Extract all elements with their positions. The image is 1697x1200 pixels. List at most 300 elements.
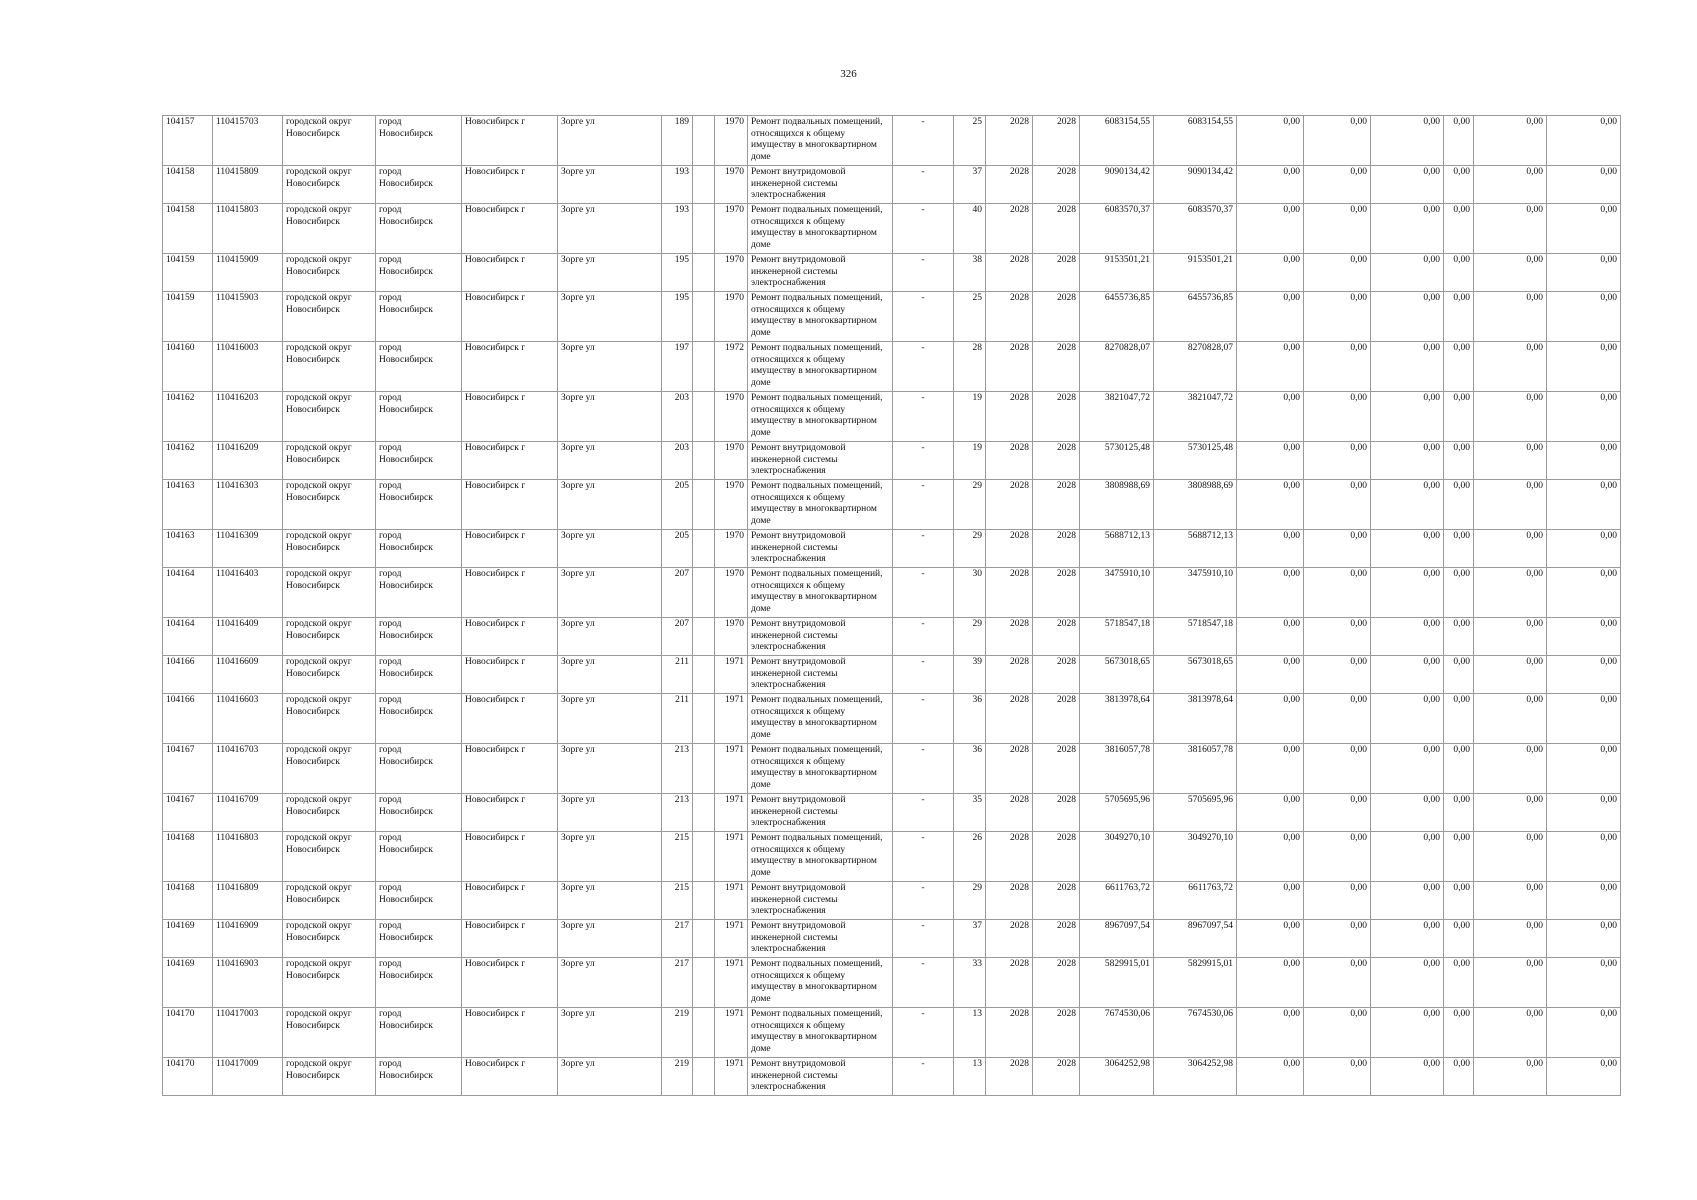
row-count: 29: [954, 530, 986, 568]
row-value-b: 0,00: [1304, 920, 1371, 958]
row-value-e: 0,00: [1474, 166, 1547, 204]
row-settlement: город Новосибирск: [376, 618, 462, 656]
row-city: Новосибирск г: [462, 882, 558, 920]
row-value-d: 0,00: [1444, 694, 1474, 744]
row-value-c: 0,00: [1371, 442, 1444, 480]
row-street: Зорге ул: [558, 656, 662, 694]
row-value-d: 0,00: [1444, 744, 1474, 794]
row-settlement: город Новосибирск: [376, 832, 462, 882]
row-code: 110417009: [213, 1058, 283, 1096]
row-value-a: 0,00: [1237, 794, 1304, 832]
row-year-start: 2028: [986, 530, 1033, 568]
row-build-year: 1971: [715, 1058, 748, 1096]
row-value-e: 0,00: [1474, 920, 1547, 958]
row-cost-total: 6083570,37: [1080, 204, 1154, 254]
row-value-d: 0,00: [1444, 568, 1474, 618]
table-row: [163, 204, 1621, 254]
row-city: Новосибирск г: [462, 116, 558, 166]
table-row: [163, 1058, 1621, 1096]
row-value-d: 0,00: [1444, 882, 1474, 920]
row-value-f: 0,00: [1547, 618, 1621, 656]
row-cost-total: 5705695,96: [1080, 794, 1154, 832]
row-cost-total: 3821047,72: [1080, 392, 1154, 442]
row-year-start: 2028: [986, 794, 1033, 832]
row-value-f: 0,00: [1547, 166, 1621, 204]
row-value-a: 0,00: [1237, 204, 1304, 254]
row-house-number: 211: [662, 694, 693, 744]
row-value-c: 0,00: [1371, 832, 1444, 882]
row-city: Новосибирск г: [462, 292, 558, 342]
row-value-d: 0,00: [1444, 794, 1474, 832]
row-city: Новосибирск г: [462, 568, 558, 618]
row-build-year: 1970: [715, 392, 748, 442]
row-value-e: 0,00: [1474, 618, 1547, 656]
row-code: 110416303: [213, 480, 283, 530]
row-year-start: 2028: [986, 882, 1033, 920]
row-value-b: 0,00: [1304, 882, 1371, 920]
row-year-end: 2028: [1033, 744, 1080, 794]
row-value-d: 0,00: [1444, 920, 1474, 958]
row-code: 110416703: [213, 744, 283, 794]
row-value-f: 0,00: [1547, 254, 1621, 292]
row-id: 104170: [163, 1008, 213, 1058]
row-count: 39: [954, 656, 986, 694]
row-work-type: Ремонт подвальных помещений, относящихся к общему имуществу в многоквартирном доме: [748, 116, 893, 166]
row-code: 110416709: [213, 794, 283, 832]
table-row: [163, 480, 1621, 530]
row-value-a: 0,00: [1237, 342, 1304, 392]
row-count: 33: [954, 958, 986, 1008]
row-id: 104159: [163, 254, 213, 292]
row-cost-fund: 3821047,72: [1154, 392, 1237, 442]
row-value-d: 0,00: [1444, 166, 1474, 204]
row-settlement: город Новосибирск: [376, 882, 462, 920]
row-work-type: Ремонт внутридомовой инженерной системы электроснабжения: [748, 656, 893, 694]
row-cost-fund: 3813978,64: [1154, 694, 1237, 744]
table-row: [163, 292, 1621, 342]
row-count: 37: [954, 166, 986, 204]
row-empty-cell: [693, 292, 715, 342]
row-build-year: 1970: [715, 166, 748, 204]
row-value-d: 0,00: [1444, 958, 1474, 1008]
row-street: Зорге ул: [558, 832, 662, 882]
row-work-type: Ремонт внутридомовой инженерной системы электроснабжения: [748, 442, 893, 480]
row-house-number: 219: [662, 1008, 693, 1058]
row-city: Новосибирск г: [462, 832, 558, 882]
row-district: городской округ Новосибирск: [283, 618, 376, 656]
row-settlement: город Новосибирск: [376, 958, 462, 1008]
row-value-d: 0,00: [1444, 530, 1474, 568]
row-settlement: город Новосибирск: [376, 480, 462, 530]
row-district: городской округ Новосибирск: [283, 116, 376, 166]
row-year-start: 2028: [986, 292, 1033, 342]
row-work-type: Ремонт внутридомовой инженерной системы электроснабжения: [748, 254, 893, 292]
row-settlement: город Новосибирск: [376, 794, 462, 832]
row-year-end: 2028: [1033, 254, 1080, 292]
row-value-f: 0,00: [1547, 530, 1621, 568]
row-street: Зорге ул: [558, 480, 662, 530]
row-city: Новосибирск г: [462, 744, 558, 794]
row-value-a: 0,00: [1237, 116, 1304, 166]
row-cost-fund: 6455736,85: [1154, 292, 1237, 342]
row-value-e: 0,00: [1474, 958, 1547, 1008]
row-district: городской округ Новосибирск: [283, 568, 376, 618]
row-value-b: 0,00: [1304, 794, 1371, 832]
row-value-d: 0,00: [1444, 480, 1474, 530]
row-empty-cell: [693, 882, 715, 920]
row-count: 26: [954, 832, 986, 882]
row-value-e: 0,00: [1474, 1058, 1547, 1096]
row-city: Новосибирск г: [462, 254, 558, 292]
row-empty-cell: [693, 1008, 715, 1058]
row-year-start: 2028: [986, 920, 1033, 958]
row-year-end: 2028: [1033, 618, 1080, 656]
row-id: 104170: [163, 1058, 213, 1096]
row-id: 104157: [163, 116, 213, 166]
row-dash: -: [893, 832, 954, 882]
row-year-end: 2028: [1033, 342, 1080, 392]
row-value-f: 0,00: [1547, 292, 1621, 342]
table-row: [163, 958, 1621, 1008]
row-value-c: 0,00: [1371, 744, 1444, 794]
row-count: 29: [954, 882, 986, 920]
row-settlement: город Новосибирск: [376, 442, 462, 480]
row-year-end: 2028: [1033, 694, 1080, 744]
row-value-b: 0,00: [1304, 166, 1371, 204]
row-value-b: 0,00: [1304, 204, 1371, 254]
table-row: [163, 530, 1621, 568]
row-value-d: 0,00: [1444, 392, 1474, 442]
row-work-type: Ремонт подвальных помещений, относящихся к общему имуществу в многоквартирном доме: [748, 568, 893, 618]
row-year-end: 2028: [1033, 568, 1080, 618]
row-cost-total: 3064252,98: [1080, 1058, 1154, 1096]
row-district: городской округ Новосибирск: [283, 1058, 376, 1096]
row-settlement: город Новосибирск: [376, 166, 462, 204]
row-code: 110416403: [213, 568, 283, 618]
row-value-b: 0,00: [1304, 530, 1371, 568]
row-work-type: Ремонт внутридомовой инженерной системы электроснабжения: [748, 618, 893, 656]
row-empty-cell: [693, 254, 715, 292]
row-code: 110416003: [213, 342, 283, 392]
row-dash: -: [893, 920, 954, 958]
row-id: 104167: [163, 794, 213, 832]
row-city: Новосибирск г: [462, 920, 558, 958]
row-value-a: 0,00: [1237, 530, 1304, 568]
row-dash: -: [893, 530, 954, 568]
row-year-start: 2028: [986, 480, 1033, 530]
row-count: 37: [954, 920, 986, 958]
row-street: Зорге ул: [558, 794, 662, 832]
row-dash: -: [893, 882, 954, 920]
row-settlement: город Новосибирск: [376, 920, 462, 958]
row-count: 38: [954, 254, 986, 292]
row-value-d: 0,00: [1444, 832, 1474, 882]
table-row: [163, 618, 1621, 656]
row-id: 104166: [163, 656, 213, 694]
row-street: Зорге ул: [558, 958, 662, 1008]
row-city: Новосибирск г: [462, 480, 558, 530]
row-value-c: 0,00: [1371, 694, 1444, 744]
row-cost-fund: 5829915,01: [1154, 958, 1237, 1008]
row-house-number: 205: [662, 530, 693, 568]
row-value-a: 0,00: [1237, 1058, 1304, 1096]
table-row: [163, 116, 1621, 166]
row-build-year: 1970: [715, 568, 748, 618]
row-district: городской округ Новосибирск: [283, 958, 376, 1008]
row-value-b: 0,00: [1304, 832, 1371, 882]
row-house-number: 197: [662, 342, 693, 392]
row-empty-cell: [693, 1058, 715, 1096]
row-year-end: 2028: [1033, 1058, 1080, 1096]
row-value-c: 0,00: [1371, 166, 1444, 204]
row-value-a: 0,00: [1237, 882, 1304, 920]
row-district: городской округ Новосибирск: [283, 292, 376, 342]
row-empty-cell: [693, 480, 715, 530]
row-value-f: 0,00: [1547, 1008, 1621, 1058]
row-count: 40: [954, 204, 986, 254]
row-cost-fund: 3064252,98: [1154, 1058, 1237, 1096]
row-city: Новосибирск г: [462, 694, 558, 744]
row-settlement: город Новосибирск: [376, 568, 462, 618]
row-dash: -: [893, 254, 954, 292]
row-count: 36: [954, 744, 986, 794]
row-city: Новосибирск г: [462, 1008, 558, 1058]
row-cost-total: 9090134,42: [1080, 166, 1154, 204]
row-district: городской округ Новосибирск: [283, 744, 376, 794]
row-street: Зорге ул: [558, 442, 662, 480]
row-build-year: 1971: [715, 694, 748, 744]
row-year-start: 2028: [986, 568, 1033, 618]
row-value-e: 0,00: [1474, 204, 1547, 254]
row-year-end: 2028: [1033, 656, 1080, 694]
row-year-end: 2028: [1033, 920, 1080, 958]
row-empty-cell: [693, 744, 715, 794]
row-cost-total: 5718547,18: [1080, 618, 1154, 656]
row-empty-cell: [693, 832, 715, 882]
row-city: Новосибирск г: [462, 530, 558, 568]
row-count: 19: [954, 392, 986, 442]
row-value-b: 0,00: [1304, 480, 1371, 530]
row-value-c: 0,00: [1371, 116, 1444, 166]
row-cost-fund: 5718547,18: [1154, 618, 1237, 656]
row-build-year: 1971: [715, 832, 748, 882]
row-id: 104162: [163, 442, 213, 480]
row-count: 25: [954, 116, 986, 166]
row-empty-cell: [693, 442, 715, 480]
row-id: 104160: [163, 342, 213, 392]
row-district: городской округ Новосибирск: [283, 1008, 376, 1058]
row-street: Зорге ул: [558, 568, 662, 618]
row-value-e: 0,00: [1474, 342, 1547, 392]
row-year-end: 2028: [1033, 1008, 1080, 1058]
row-house-number: 207: [662, 618, 693, 656]
row-year-end: 2028: [1033, 530, 1080, 568]
row-cost-total: 3049270,10: [1080, 832, 1154, 882]
row-value-c: 0,00: [1371, 292, 1444, 342]
row-dash: -: [893, 392, 954, 442]
row-value-d: 0,00: [1444, 442, 1474, 480]
row-city: Новосибирск г: [462, 204, 558, 254]
row-cost-fund: 6611763,72: [1154, 882, 1237, 920]
row-value-c: 0,00: [1371, 1008, 1444, 1058]
row-dash: -: [893, 342, 954, 392]
row-value-f: 0,00: [1547, 116, 1621, 166]
row-value-f: 0,00: [1547, 882, 1621, 920]
row-build-year: 1970: [715, 116, 748, 166]
row-code: 110415703: [213, 116, 283, 166]
row-value-a: 0,00: [1237, 744, 1304, 794]
row-build-year: 1971: [715, 744, 748, 794]
row-value-b: 0,00: [1304, 1008, 1371, 1058]
row-empty-cell: [693, 694, 715, 744]
row-work-type: Ремонт внутридомовой инженерной системы электроснабжения: [748, 882, 893, 920]
row-district: городской округ Новосибирск: [283, 656, 376, 694]
row-house-number: 219: [662, 1058, 693, 1096]
row-dash: -: [893, 958, 954, 1008]
row-dash: -: [893, 656, 954, 694]
row-street: Зорге ул: [558, 1008, 662, 1058]
row-value-b: 0,00: [1304, 1058, 1371, 1096]
row-id: 104164: [163, 568, 213, 618]
row-empty-cell: [693, 342, 715, 392]
row-value-e: 0,00: [1474, 744, 1547, 794]
row-district: городской округ Новосибирск: [283, 694, 376, 744]
row-year-start: 2028: [986, 1058, 1033, 1096]
table-row: [163, 656, 1621, 694]
row-empty-cell: [693, 530, 715, 568]
row-settlement: город Новосибирск: [376, 656, 462, 694]
row-dash: -: [893, 442, 954, 480]
row-work-type: Ремонт подвальных помещений, относящихся к общему имуществу в многоквартирном доме: [748, 392, 893, 442]
row-empty-cell: [693, 794, 715, 832]
row-value-c: 0,00: [1371, 1058, 1444, 1096]
row-value-b: 0,00: [1304, 618, 1371, 656]
row-street: Зорге ул: [558, 342, 662, 392]
row-value-d: 0,00: [1444, 342, 1474, 392]
row-value-e: 0,00: [1474, 694, 1547, 744]
row-build-year: 1971: [715, 958, 748, 1008]
row-street: Зорге ул: [558, 618, 662, 656]
row-count: 19: [954, 442, 986, 480]
row-value-a: 0,00: [1237, 618, 1304, 656]
row-district: городской округ Новосибирск: [283, 204, 376, 254]
row-settlement: город Новосибирск: [376, 694, 462, 744]
row-street: Зорге ул: [558, 204, 662, 254]
row-work-type: Ремонт внутридомовой инженерной системы электроснабжения: [748, 794, 893, 832]
row-district: городской округ Новосибирск: [283, 832, 376, 882]
row-street: Зорге ул: [558, 116, 662, 166]
row-street: Зорге ул: [558, 392, 662, 442]
row-dash: -: [893, 480, 954, 530]
row-value-e: 0,00: [1474, 116, 1547, 166]
row-district: городской округ Новосибирск: [283, 166, 376, 204]
row-cost-total: 3816057,78: [1080, 744, 1154, 794]
row-code: 110415809: [213, 166, 283, 204]
row-settlement: город Новосибирск: [376, 116, 462, 166]
row-value-d: 0,00: [1444, 1058, 1474, 1096]
row-value-a: 0,00: [1237, 166, 1304, 204]
row-house-number: 207: [662, 568, 693, 618]
table-body: [163, 116, 1621, 1096]
row-count: 29: [954, 618, 986, 656]
row-work-type: Ремонт подвальных помещений, относящихся к общему имуществу в многоквартирном доме: [748, 832, 893, 882]
row-value-a: 0,00: [1237, 442, 1304, 480]
row-value-e: 0,00: [1474, 480, 1547, 530]
row-build-year: 1971: [715, 656, 748, 694]
row-work-type: Ремонт подвальных помещений, относящихся к общему имуществу в многоквартирном доме: [748, 694, 893, 744]
row-settlement: город Новосибирск: [376, 744, 462, 794]
row-value-d: 0,00: [1444, 292, 1474, 342]
row-work-type: Ремонт подвальных помещений, относящихся к общему имуществу в многоквартирном доме: [748, 204, 893, 254]
row-work-type: Ремонт подвальных помещений, относящихся к общему имуществу в многоквартирном доме: [748, 1008, 893, 1058]
row-empty-cell: [693, 958, 715, 1008]
row-value-c: 0,00: [1371, 480, 1444, 530]
row-city: Новосибирск г: [462, 442, 558, 480]
row-code: 110416909: [213, 920, 283, 958]
row-work-type: Ремонт подвальных помещений, относящихся к общему имуществу в многоквартирном доме: [748, 958, 893, 1008]
row-value-e: 0,00: [1474, 794, 1547, 832]
row-empty-cell: [693, 392, 715, 442]
row-value-a: 0,00: [1237, 568, 1304, 618]
row-value-b: 0,00: [1304, 292, 1371, 342]
row-district: городской округ Новосибирск: [283, 480, 376, 530]
row-house-number: 195: [662, 292, 693, 342]
row-city: Новосибирск г: [462, 794, 558, 832]
row-district: городской округ Новосибирск: [283, 254, 376, 292]
row-value-b: 0,00: [1304, 254, 1371, 292]
row-id: 104162: [163, 392, 213, 442]
row-value-f: 0,00: [1547, 204, 1621, 254]
row-dash: -: [893, 568, 954, 618]
row-settlement: город Новосибирск: [376, 204, 462, 254]
row-build-year: 1971: [715, 920, 748, 958]
row-cost-fund: 8967097,54: [1154, 920, 1237, 958]
row-value-a: 0,00: [1237, 480, 1304, 530]
row-id: 104168: [163, 882, 213, 920]
row-house-number: 211: [662, 656, 693, 694]
row-value-d: 0,00: [1444, 1008, 1474, 1058]
row-count: 13: [954, 1058, 986, 1096]
row-value-b: 0,00: [1304, 568, 1371, 618]
row-year-end: 2028: [1033, 292, 1080, 342]
row-build-year: 1970: [715, 530, 748, 568]
row-value-e: 0,00: [1474, 656, 1547, 694]
row-year-end: 2028: [1033, 166, 1080, 204]
row-value-c: 0,00: [1371, 204, 1444, 254]
row-year-end: 2028: [1033, 882, 1080, 920]
row-value-f: 0,00: [1547, 1058, 1621, 1096]
row-work-type: Ремонт внутридомовой инженерной системы электроснабжения: [748, 166, 893, 204]
row-build-year: 1971: [715, 794, 748, 832]
row-cost-fund: 9153501,21: [1154, 254, 1237, 292]
row-cost-fund: 3808988,69: [1154, 480, 1237, 530]
row-cost-fund: 6083154,55: [1154, 116, 1237, 166]
row-year-start: 2028: [986, 116, 1033, 166]
row-value-a: 0,00: [1237, 832, 1304, 882]
row-year-start: 2028: [986, 656, 1033, 694]
row-district: городской округ Новосибирск: [283, 342, 376, 392]
row-city: Новосибирск г: [462, 656, 558, 694]
row-settlement: город Новосибирск: [376, 530, 462, 568]
row-cost-total: 6455736,85: [1080, 292, 1154, 342]
row-dash: -: [893, 1058, 954, 1096]
row-street: Зорге ул: [558, 292, 662, 342]
row-code: 110415803: [213, 204, 283, 254]
row-id: 104169: [163, 920, 213, 958]
row-dash: -: [893, 618, 954, 656]
row-count: 29: [954, 480, 986, 530]
row-code: 110415903: [213, 292, 283, 342]
